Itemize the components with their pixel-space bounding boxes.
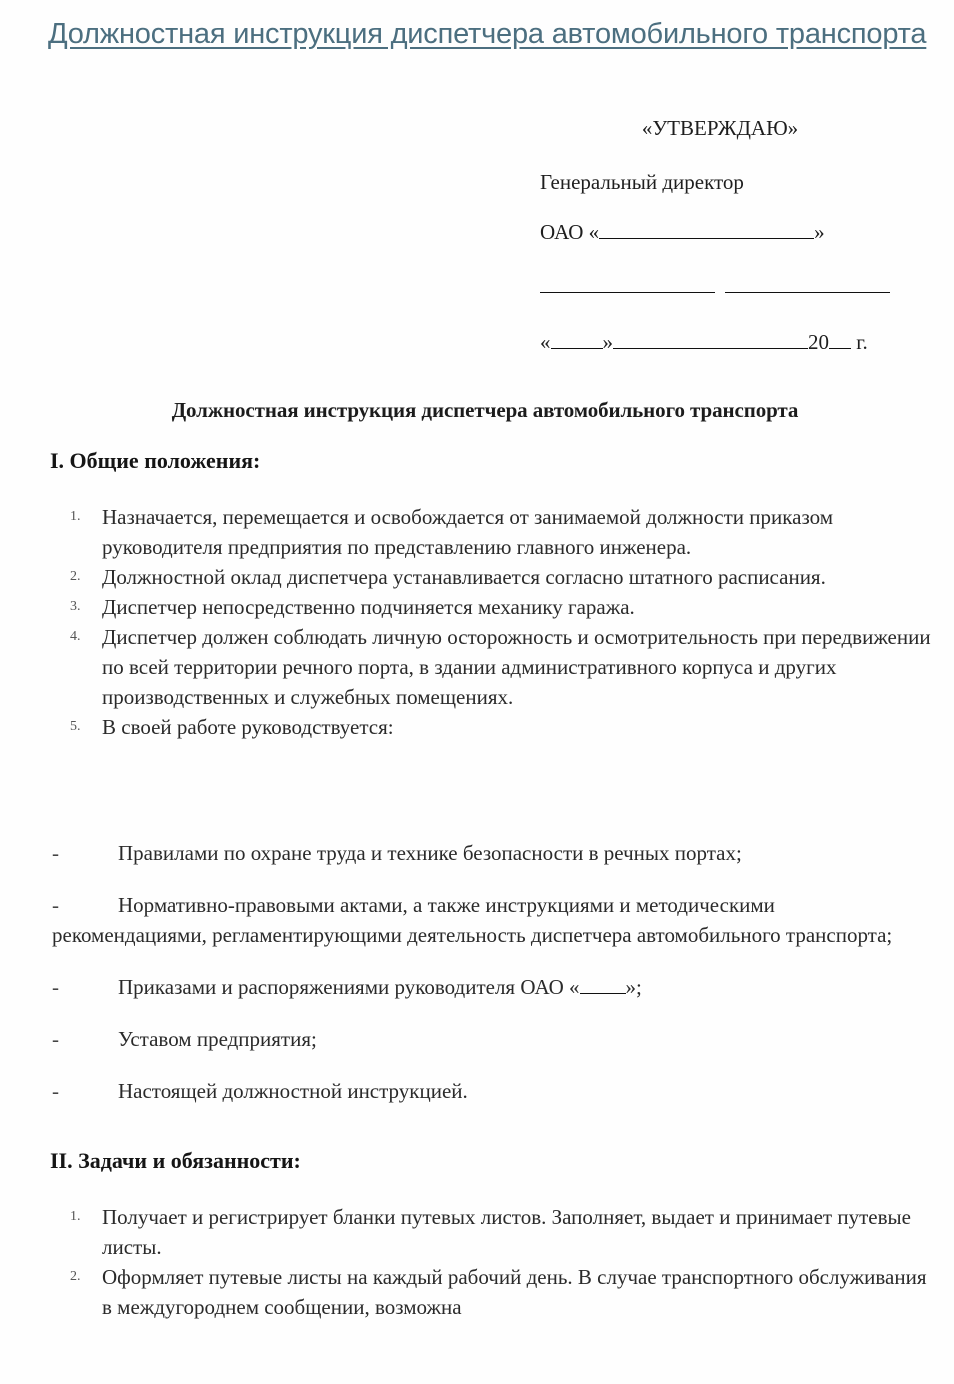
approval-label: «УТВЕРЖДАЮ» (641, 116, 799, 140)
list-item (52, 562, 932, 592)
dash-marker: - (52, 841, 59, 865)
list-duties (52, 1202, 932, 1322)
list-governing-documents (52, 838, 932, 1128)
approval-organization-row (540, 218, 920, 246)
list-general-provisions (52, 502, 932, 742)
date-quote-close: » (602, 330, 613, 354)
dash-marker: - (52, 975, 59, 999)
approval-org-suffix: » (814, 220, 825, 244)
dash-item-text: Уставом предприятия; (118, 1027, 317, 1051)
list-marker: 4. (70, 629, 81, 644)
list-item (52, 1262, 932, 1322)
section-heading-general: I. Общие положения: (50, 448, 261, 473)
dash-list-item (52, 890, 932, 950)
dash-list-item (52, 1076, 932, 1106)
dash-list-item (52, 838, 932, 868)
approval-position: Генеральный директор (540, 170, 744, 194)
signature-row (540, 272, 920, 300)
list-item-text: Назначается, перемещается и освобождается от занимаемой должности приказом руководителя предприятия по представлению главного инженера. (102, 505, 834, 559)
dash-item-text: Настоящей должностной инструкцией. (118, 1079, 468, 1103)
list-item (52, 1202, 932, 1262)
date-day-blank[interactable] (551, 331, 603, 349)
list-item (52, 622, 932, 712)
date-year-prefix: 20 (808, 330, 829, 354)
date-year-blank[interactable] (829, 331, 851, 349)
section-heading-duties: II. Задачи и обязанности: (50, 1148, 301, 1173)
signature-blank-right[interactable] (725, 275, 890, 293)
approval-block (540, 114, 920, 356)
list-item-text: Должностной оклад диспетчера устанавливается согласно штатного расписания. (102, 565, 826, 589)
list-marker: 1. (70, 509, 81, 524)
list-item-text: Получает и регистрирует бланки путевых листов. Заполняет, выдает и принимает путевые листы. (102, 1205, 911, 1259)
list-item (52, 502, 932, 562)
dash-item-text: Правилами по охране труда и технике безопасности в речных портах; (118, 841, 742, 865)
dash-item-text: Нормативно-правовыми актами, а также инструкциями и методическими рекомендациями, регламентирующими деятельность диспетчера автомобильного транспорта; (52, 893, 893, 947)
dash-marker: - (52, 893, 59, 917)
list-marker: 5. (70, 719, 81, 734)
list-marker: 1. (70, 1209, 81, 1224)
approval-org-prefix: ОАО « (540, 220, 600, 244)
list-item (52, 712, 932, 742)
dash-item-text-after: »; (625, 975, 642, 999)
dash-list-item (52, 1024, 932, 1054)
date-month-blank[interactable] (613, 331, 808, 349)
date-quote-open: « (540, 330, 551, 354)
dash-marker: - (52, 1027, 59, 1051)
date-year-suffix: г. (856, 330, 868, 354)
page-title: Должностная инструкция диспетчера автомобильного транспорта (48, 18, 927, 50)
list-item-text: Оформляет путевые листы на каждый рабочий день. В случае транспортного обслуживания в междугороднем сообщении, возможна (102, 1265, 927, 1319)
signature-blank-left[interactable] (540, 275, 715, 293)
list-marker: 2. (70, 1269, 81, 1284)
list-marker: 3. (70, 599, 81, 614)
list-item-text: Диспетчер непосредственно подчиняется механику гаража. (102, 595, 635, 619)
list-marker: 2. (70, 569, 81, 584)
document-subtitle: Должностная инструкция диспетчера автомобильного транспорта (171, 398, 799, 422)
dash-item-text-before: Приказами и распоряжениями руководителя ОАО « (118, 975, 580, 999)
list-item-text: В своей работе руководствуется: (102, 715, 394, 739)
date-row (540, 328, 920, 356)
approval-org-blank[interactable] (599, 221, 814, 239)
dash-marker: - (52, 1079, 59, 1103)
dash-list-item (52, 972, 932, 1002)
list-item (52, 592, 932, 622)
dash-item-blank[interactable] (580, 977, 626, 994)
list-item-text: Диспетчер должен соблюдать личную осторожность и осмотрительность при передвижении по всей территории речного порта, в здании административного корпуса и других производственных и служебных помещениях. (102, 625, 931, 709)
